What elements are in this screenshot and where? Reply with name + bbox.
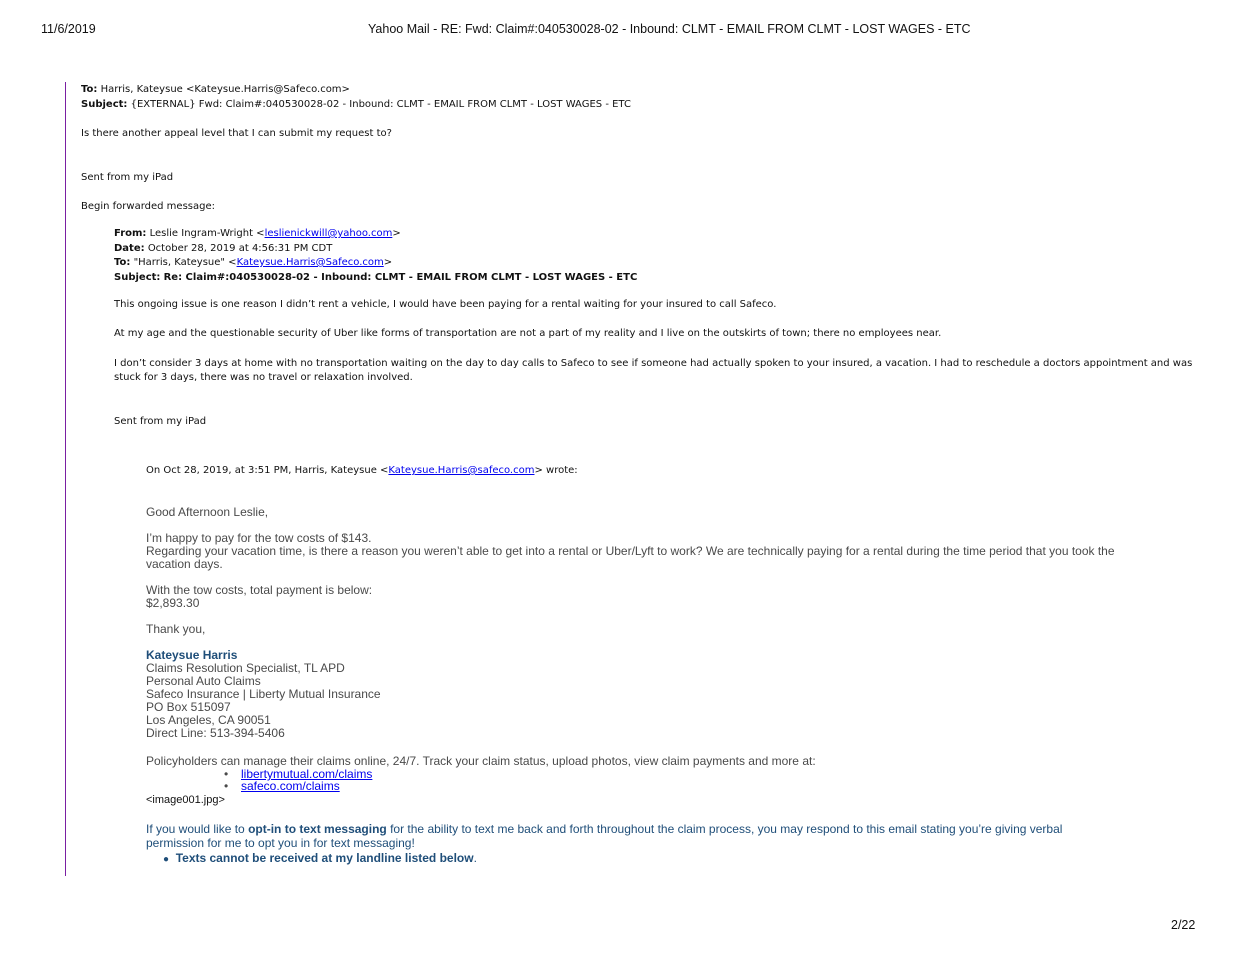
vacation-line-2: vacation days. bbox=[146, 557, 223, 571]
outer-to-line bbox=[81, 84, 350, 95]
link-item-2 bbox=[224, 779, 228, 793]
to-label: To: bbox=[81, 84, 98, 95]
wrote-prefix: On Oct 28, 2019, at 3:51 PM, Harris, Kateysue < bbox=[146, 465, 389, 476]
bullet-icon: • bbox=[224, 767, 229, 781]
thanks-line: Thank you, bbox=[146, 622, 206, 636]
fwd-to-email-link[interactable]: Kateysue.Harris@Safeco.com bbox=[236, 257, 384, 268]
greeting: Good Afternoon Leslie, bbox=[146, 505, 269, 519]
page-number: 2/22 bbox=[1171, 918, 1196, 932]
outer-subject-line bbox=[81, 99, 631, 110]
page-title: Yahoo Mail - RE: Fwd: Claim#:040530028-02 - Inbound: CLMT - EMAIL FROM CLMT - LOST WAGES - ETC bbox=[368, 22, 971, 36]
payment-amount: $2,893.30 bbox=[146, 596, 200, 610]
fwd-from-line bbox=[114, 228, 401, 239]
optin-pre: If you would like to bbox=[146, 822, 249, 836]
signature-dept: Personal Auto Claims bbox=[146, 674, 261, 688]
wrote-suffix: > wrote: bbox=[534, 465, 578, 476]
optin-line-2: permission for me to opt you in for text messaging! bbox=[146, 836, 415, 850]
tow-cost-line: I’m happy to pay for the tow costs of $143. bbox=[146, 531, 372, 545]
fwd-para-2: At my age and the questionable security of Uber like forms of transportation are not a part of my reality and I live on the outskirts of town; there no employees near. bbox=[114, 328, 942, 339]
fwd-to-close: > bbox=[383, 257, 393, 268]
quote-bar bbox=[65, 82, 66, 876]
print-date: 11/6/2019 bbox=[41, 22, 96, 36]
fwd-date-value: October 28, 2019 at 4:56:31 PM CDT bbox=[147, 243, 333, 254]
quoted-wrote-line bbox=[146, 465, 578, 476]
subject-label: Subject: bbox=[81, 99, 128, 110]
begin-forwarded: Begin forwarded message: bbox=[81, 201, 215, 212]
fwd-to-line bbox=[114, 257, 392, 268]
fwd-to-label: To: bbox=[114, 257, 131, 268]
fwd-subject-label: Subject: bbox=[114, 272, 161, 283]
total-payment-line: With the tow costs, total payment is below: bbox=[146, 583, 373, 597]
fwd-subject-value: Re: Claim#:040530028-02 - Inbound: CLMT - EMAIL FROM CLMT - LOST WAGES - ETC bbox=[163, 272, 638, 283]
signature-phone: Direct Line: 513-394-5406 bbox=[146, 726, 285, 740]
fwd-from-email-link[interactable]: leslienickwill@yahoo.com bbox=[264, 228, 393, 239]
fwd-to-name: "Harris, Kateysue" < bbox=[133, 257, 237, 268]
image-placeholder: <image001.jpg> bbox=[146, 794, 225, 806]
fwd-from-close: > bbox=[392, 228, 401, 239]
optin-line-1 bbox=[146, 822, 1062, 836]
signature-po-box: PO Box 515097 bbox=[146, 700, 231, 714]
fwd-date-line bbox=[114, 243, 332, 254]
signature-title: Claims Resolution Specialist, TL APD bbox=[146, 661, 345, 675]
optin-bullet bbox=[163, 851, 477, 865]
fwd-from-name: Leslie Ingram-Wright < bbox=[149, 228, 265, 239]
fwd-sent-from: Sent from my iPad bbox=[114, 416, 207, 427]
optin-post: for the ability to text me back and forth throughout the claim process, you may respond to this email stating you’re giving verbal bbox=[386, 822, 1063, 836]
outer-sent-from: Sent from my iPad bbox=[81, 172, 174, 183]
signature-city: Los Angeles, CA 90051 bbox=[146, 713, 271, 727]
fwd-para-1: This ongoing issue is one reason I didn’t rent a vehicle, I would have been paying for a rental waiting for your insured to call Safeco. bbox=[114, 299, 777, 310]
fwd-date-label: Date: bbox=[114, 243, 145, 254]
fwd-para-3-line-2: stuck for 3 days, there was no travel or relaxation involved. bbox=[114, 372, 413, 383]
landline-note: Texts cannot be received at my landline listed below bbox=[175, 851, 474, 865]
signature-name: Kateysue Harris bbox=[146, 648, 238, 662]
fwd-para-3-line-1: I don’t consider 3 days at home with no transportation waiting on the day to day calls to Safeco to see if someone had actually spoken to your insured, a vacation. I had to reschedule a doctors appointment and was bbox=[114, 358, 1193, 369]
vacation-line-1: Regarding your vacation time, is there a reason you weren’t able to get into a rental or Uber/Lyft to work? We are technically paying for a rental during the time period that you took the bbox=[146, 544, 1115, 558]
signature-company: Safeco Insurance | Liberty Mutual Insurance bbox=[146, 687, 381, 701]
safeco-claims-link[interactable]: safeco.com/claims bbox=[241, 779, 340, 793]
fwd-subject-line bbox=[114, 272, 637, 283]
bullet-icon: ● bbox=[163, 854, 170, 865]
policyholders-line: Policyholders can manage their claims online, 24/7. Track your claim status, upload photos, view claim payments and more at: bbox=[146, 754, 816, 768]
outer-question: Is there another appeal level that I can submit my request to? bbox=[81, 128, 392, 139]
optin-bold: opt-in to text messaging bbox=[248, 822, 387, 836]
subject-value: {EXTERNAL} Fwd: Claim#:040530028-02 - Inbound: CLMT - EMAIL FROM CLMT - LOST WAGES - ETC bbox=[130, 99, 631, 110]
bullet-icon: • bbox=[224, 779, 229, 793]
fwd-from-label: From: bbox=[114, 228, 147, 239]
to-value: Harris, Kateysue <Kateysue.Harris@Safeco.com> bbox=[100, 84, 350, 95]
landline-note-end: . bbox=[473, 851, 477, 865]
wrote-email-link[interactable]: Kateysue.Harris@safeco.com bbox=[388, 465, 535, 476]
libertymutual-claims-link[interactable]: libertymutual.com/claims bbox=[241, 767, 373, 781]
